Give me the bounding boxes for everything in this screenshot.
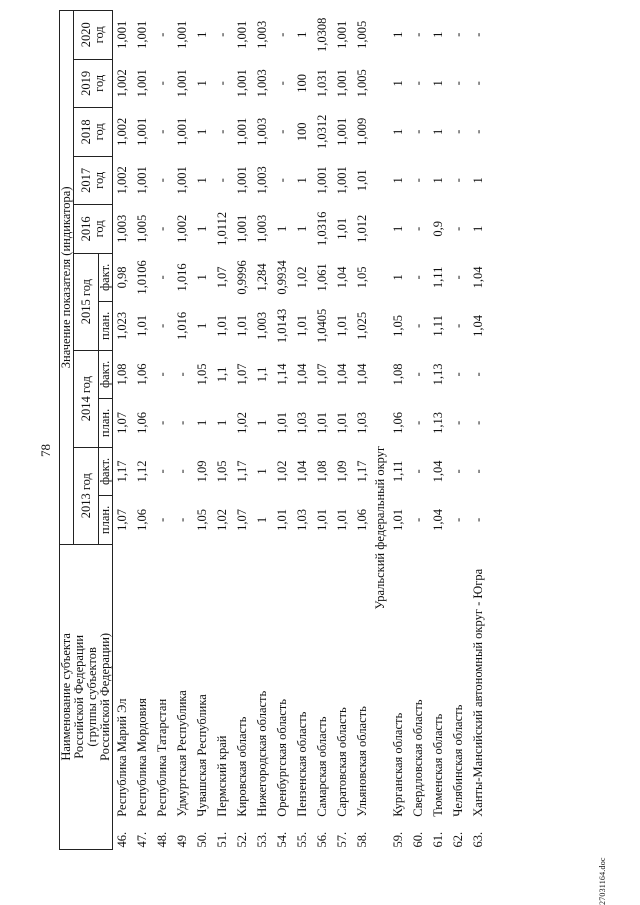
value-cell: 1,003 (255, 69, 269, 98)
value-cell: 1,11 (431, 315, 445, 337)
value-cell: - (155, 469, 169, 474)
table-body-volga (113, 11, 374, 850)
value-cell: - (471, 129, 485, 134)
value-cell: 1 (431, 31, 445, 38)
value-cell: 1,1 (215, 366, 229, 383)
value-cell: 1,08 (391, 363, 405, 386)
table-row (353, 11, 373, 850)
value-cell: 1,04 (431, 460, 445, 483)
subject-name: Саратовская область (335, 707, 349, 817)
value-cell: - (175, 372, 189, 377)
value-cell: 1,09 (335, 460, 349, 483)
value-cell: - (411, 129, 425, 134)
value-cell: 1,005 (355, 20, 369, 49)
header-name-line: Российской Федерации) (98, 632, 112, 761)
value-cell: 1,05 (195, 509, 209, 531)
row-number: 49 (175, 835, 189, 848)
value-cell: 1,04 (431, 509, 445, 531)
header-year-2017: 2017 год (74, 156, 113, 205)
table-row (253, 11, 273, 850)
value-cell: - (175, 469, 189, 474)
value-cell: - (275, 32, 289, 37)
value-cell: - (275, 81, 289, 86)
value-cell: 1,0112 (215, 211, 229, 246)
value-cell: 1,005 (135, 214, 149, 243)
value-cell: 1 (295, 225, 309, 232)
value-cell: 100 (295, 122, 309, 142)
value-cell: 1,023 (115, 311, 129, 340)
value-cell: - (451, 372, 465, 377)
value-cell: - (451, 469, 465, 474)
table-header (60, 11, 113, 850)
value-cell: 1,016 (175, 311, 189, 340)
value-cell: 1,0143 (275, 308, 289, 344)
value-cell: - (451, 81, 465, 86)
value-cell: 1 (275, 225, 289, 232)
value-cell: 1,05 (391, 314, 405, 337)
value-cell: 1,001 (335, 20, 349, 49)
value-cell: 1,14 (275, 363, 289, 386)
value-cell: 1,001 (135, 166, 149, 195)
subject-name: Пензенская область (295, 711, 309, 817)
value-cell: 1,02 (275, 460, 289, 483)
value-cell: 1,03 (295, 411, 309, 434)
indicator-table (59, 10, 489, 850)
value-cell: 1,001 (135, 69, 149, 98)
value-cell: - (471, 469, 485, 474)
row-number: 57. (335, 831, 349, 848)
value-cell: - (411, 517, 425, 523)
header-plan-2014: план. (99, 399, 113, 448)
value-cell: 1,0316 (315, 211, 329, 247)
table-row (133, 11, 153, 850)
header-plan-2015: план. (99, 302, 113, 351)
value-cell: 1,06 (355, 509, 369, 531)
value-cell: 1,13 (431, 363, 445, 386)
section-title-ural: Уральский федеральный округ (373, 445, 387, 610)
value-cell: 1,1 (255, 366, 269, 383)
table-row (469, 11, 489, 850)
value-cell: - (471, 517, 485, 523)
value-cell: 1,07 (235, 509, 249, 531)
value-cell: 1,002 (115, 117, 129, 146)
header-name-line: (группы субъектов (85, 647, 99, 747)
header-year-2014: 2014 год (74, 350, 99, 447)
header-year-2020: 2020 год (74, 11, 113, 60)
value-cell: 1,284 (255, 263, 269, 292)
value-cell: 1,001 (335, 117, 349, 146)
value-cell: 1,01 (335, 217, 349, 240)
value-cell: 1 (195, 225, 209, 232)
header-year-2019: 2019 год (74, 59, 113, 108)
value-cell: - (451, 129, 465, 134)
value-cell: - (155, 178, 169, 183)
value-cell: - (451, 517, 465, 523)
row-number: 63. (471, 831, 485, 848)
value-cell: 1,09 (195, 460, 209, 483)
table-row (273, 11, 293, 850)
value-cell: 1,001 (115, 20, 129, 49)
subject-name: Ханты-Мансийский автономный округ - Югра (471, 568, 485, 817)
value-cell: 1,01 (135, 314, 149, 337)
value-cell: 1,04 (295, 460, 309, 483)
section-row-wrap (373, 11, 389, 850)
value-cell: - (275, 129, 289, 134)
value-cell: - (175, 517, 189, 523)
value-cell: 1,04 (471, 266, 485, 289)
value-cell: - (411, 178, 425, 183)
value-cell: - (155, 32, 169, 37)
header-year-2016: 2016 год (74, 205, 113, 254)
value-cell: 0,9934 (275, 260, 289, 295)
table-row (409, 11, 429, 850)
value-cell: 1 (431, 80, 445, 87)
value-cell: - (411, 469, 425, 474)
value-cell: 1,001 (235, 214, 249, 243)
header-plan-2013: план. (99, 496, 113, 545)
value-cell: 1 (195, 31, 209, 38)
value-cell: 1 (195, 274, 209, 281)
value-cell: 1 (195, 128, 209, 135)
value-cell: 1,01 (295, 314, 309, 337)
subject-name: Курганская область (391, 712, 405, 817)
value-cell: 1,001 (175, 20, 189, 49)
value-cell: - (451, 226, 465, 231)
subject-name: Свердловская область (411, 699, 425, 817)
value-cell: 1,001 (175, 69, 189, 98)
row-number: 54. (275, 831, 289, 848)
value-cell: 1,001 (175, 166, 189, 195)
value-cell: 0,98 (115, 266, 129, 289)
subject-name: Челябинская область (451, 704, 465, 817)
row-number: 56. (315, 831, 329, 848)
value-cell: - (471, 32, 485, 37)
value-cell: 1,003 (255, 20, 269, 49)
table-row (333, 11, 353, 850)
header-year-2015: 2015 год (74, 253, 99, 350)
value-cell: 1,17 (355, 460, 369, 483)
value-cell: - (411, 420, 425, 425)
value-cell: - (451, 178, 465, 183)
value-cell: 1,01 (315, 411, 329, 434)
table-row (173, 11, 193, 850)
value-cell: - (411, 275, 425, 280)
value-cell: 1,001 (175, 117, 189, 146)
value-cell: 1,12 (135, 460, 149, 483)
value-cell: 1 (195, 322, 209, 330)
value-cell: 1,04 (335, 363, 349, 386)
value-cell: - (215, 129, 229, 134)
value-cell: - (215, 81, 229, 86)
value-cell: - (215, 178, 229, 183)
table-row (313, 11, 333, 850)
value-cell: 1,016 (175, 263, 189, 292)
value-cell: 1,02 (215, 509, 229, 531)
value-cell: - (451, 32, 465, 37)
value-cell: 1 (471, 177, 485, 184)
header-fact-2014: факт. (99, 350, 113, 399)
row-number: 52. (235, 831, 249, 848)
value-cell: 100 (295, 73, 309, 93)
header-year-2018: 2018 год (74, 108, 113, 157)
header-name-line: Наименование субъекта (59, 633, 73, 761)
value-cell: 1,17 (115, 460, 129, 483)
value-cell: 1,01 (355, 169, 369, 192)
value-cell: 1,002 (115, 166, 129, 195)
value-cell: 1,05 (215, 460, 229, 483)
row-number: 55. (295, 831, 309, 848)
value-cell: - (411, 372, 425, 377)
value-cell: - (155, 372, 169, 377)
value-cell: 1 (391, 274, 405, 281)
value-cell: 1,04 (295, 363, 309, 386)
value-cell: 1,11 (391, 460, 405, 483)
header-name-line: Российской Федерации (72, 634, 86, 759)
value-cell: 1,005 (355, 69, 369, 98)
value-cell: 1 (195, 419, 209, 427)
value-cell: 1,07 (235, 363, 249, 386)
value-cell: 1 (391, 80, 405, 87)
value-cell: 1,003 (255, 117, 269, 146)
value-cell: 1 (255, 516, 269, 524)
value-cell: 1 (295, 177, 309, 184)
row-number: 59. (391, 831, 405, 848)
value-cell: 1 (255, 468, 269, 475)
subject-name: Ульяновская область (355, 706, 369, 817)
row-number: 60. (411, 831, 425, 848)
value-cell: - (471, 81, 485, 86)
value-cell: 1 (255, 419, 269, 427)
row-number: 58. (355, 831, 369, 848)
value-cell: 1,04 (355, 363, 369, 386)
value-cell: 1,001 (135, 20, 149, 49)
subject-name: Чувашская Республика (195, 694, 209, 817)
row-number: 50. (195, 831, 209, 848)
table-row (389, 11, 409, 850)
value-cell: 1,061 (315, 263, 329, 292)
value-cell: 1,001 (235, 69, 249, 98)
value-cell: 1,009 (355, 117, 369, 146)
value-cell: 1,001 (235, 20, 249, 49)
value-cell: 1,01 (335, 509, 349, 531)
value-cell: 1,13 (431, 411, 445, 434)
value-cell: 1,003 (115, 214, 129, 243)
table-body-ural (389, 11, 489, 850)
value-cell: 1 (391, 225, 405, 232)
value-cell: 1,07 (215, 266, 229, 289)
value-cell: - (451, 275, 465, 280)
value-cell: 1,06 (135, 363, 149, 386)
value-cell: - (155, 323, 169, 328)
subject-name: Республика Марий Эл (115, 698, 129, 817)
header-value-title: Значение показателя (индикатора) (60, 11, 74, 545)
value-cell: 1,01 (315, 509, 329, 531)
value-cell: 1,031 (315, 69, 329, 98)
subject-name: Тюменская область (431, 713, 445, 817)
value-cell: - (411, 32, 425, 37)
value-cell: 1,07 (115, 509, 129, 531)
value-cell: 1,001 (235, 166, 249, 195)
value-cell: 1,04 (335, 266, 349, 289)
value-cell: 1,0312 (315, 114, 329, 150)
value-cell: - (411, 323, 425, 328)
subject-name: Республика Татарстан (155, 698, 169, 817)
value-cell: 1,001 (335, 166, 349, 195)
row-number: 61. (431, 831, 445, 848)
value-cell: 1,01 (391, 509, 405, 531)
row-number: 51. (215, 831, 229, 848)
value-cell: 1,03 (295, 509, 309, 531)
value-cell: 0,9 (431, 221, 445, 237)
value-cell: 1,001 (135, 117, 149, 146)
value-cell: - (471, 372, 485, 377)
header-year-2013: 2013 год (74, 447, 99, 544)
value-cell: 1,01 (335, 314, 349, 337)
value-cell: 1 (195, 177, 209, 184)
value-cell: 1 (391, 177, 405, 184)
table-row (113, 11, 134, 850)
value-cell: 1 (431, 128, 445, 135)
value-cell: 1,001 (335, 69, 349, 98)
value-cell: 1,07 (315, 363, 329, 386)
value-cell: - (215, 32, 229, 37)
value-cell: 1,05 (195, 363, 209, 386)
value-cell: 1 (215, 419, 229, 427)
header-subject-name (60, 544, 113, 849)
value-cell: 1 (431, 177, 445, 184)
value-cell: 1 (391, 31, 405, 38)
value-cell: 1,01 (275, 411, 289, 434)
value-cell: - (155, 81, 169, 86)
footer-file-name: 27031164.doc (598, 857, 607, 905)
value-cell: 1 (195, 80, 209, 87)
header-fact-2013: факт. (99, 447, 113, 496)
subject-name: Кировская область (235, 716, 249, 817)
value-cell: 1,002 (115, 69, 129, 98)
value-cell: 1,04 (471, 314, 485, 337)
subject-name: Оренбургская область (275, 699, 289, 817)
row-number: 53. (255, 831, 269, 848)
table-row (449, 11, 469, 850)
value-cell: 1 (391, 128, 405, 135)
table-row (193, 11, 213, 850)
value-cell: 1,06 (135, 509, 149, 531)
value-cell: 1,01 (275, 509, 289, 531)
subject-name: Удмуртская Республика (175, 690, 189, 817)
value-cell: 1,003 (255, 214, 269, 243)
value-cell: - (471, 420, 485, 425)
value-cell: 1,001 (235, 117, 249, 146)
subject-name: Самарская область (315, 716, 329, 817)
table-row (153, 11, 173, 850)
value-cell: - (155, 275, 169, 280)
value-cell: - (451, 420, 465, 425)
row-number: 46. (115, 831, 129, 848)
subject-name: Республика Мордовия (135, 698, 149, 817)
value-cell: 1,05 (355, 266, 369, 289)
row-number: 47. (135, 831, 149, 848)
page-number: 78 (38, 444, 53, 457)
value-cell: 1,012 (355, 214, 369, 243)
value-cell: 1,01 (235, 314, 249, 337)
value-cell: 1,02 (235, 411, 249, 434)
row-number: 48. (155, 831, 169, 848)
value-cell: - (411, 226, 425, 231)
value-cell: 1,01 (335, 411, 349, 434)
value-cell: 1,08 (315, 460, 329, 483)
value-cell: 1,17 (235, 460, 249, 483)
value-cell: - (155, 226, 169, 231)
value-cell: 1,0405 (315, 308, 329, 344)
value-cell: - (175, 420, 189, 425)
table-row (233, 11, 253, 850)
value-cell: 1,07 (115, 411, 129, 434)
value-cell: 1,11 (431, 266, 445, 289)
value-cell: 1,03 (355, 411, 369, 434)
value-cell: 1,001 (315, 166, 329, 195)
row-number: 62. (451, 831, 465, 848)
value-cell: - (275, 178, 289, 183)
value-cell: 1,01 (215, 314, 229, 337)
value-cell: 1,003 (255, 166, 269, 195)
value-cell: 1 (295, 31, 309, 38)
table-row (429, 11, 449, 850)
value-cell: 1,025 (355, 311, 369, 340)
table-row (293, 11, 313, 850)
value-cell: 1 (471, 225, 485, 232)
value-cell: 1,06 (391, 411, 405, 434)
value-cell: 1,002 (175, 214, 189, 243)
value-cell: 1,0106 (135, 260, 149, 295)
value-cell: - (155, 420, 169, 425)
value-cell: 1,08 (115, 363, 129, 386)
value-cell: - (155, 517, 169, 523)
value-cell: 1,003 (255, 311, 269, 340)
value-cell: - (451, 323, 465, 328)
subject-name: Нижегородская область (255, 690, 269, 817)
value-cell: - (155, 129, 169, 134)
table-row (213, 11, 233, 850)
subject-name: Пермский край (215, 735, 229, 817)
value-cell: 1,06 (135, 411, 149, 434)
value-cell: 1,02 (295, 266, 309, 289)
value-cell: 0,9996 (235, 260, 249, 295)
value-cell: - (411, 81, 425, 86)
value-cell: 1,0308 (315, 17, 329, 52)
header-fact-2015: факт. (99, 253, 113, 302)
